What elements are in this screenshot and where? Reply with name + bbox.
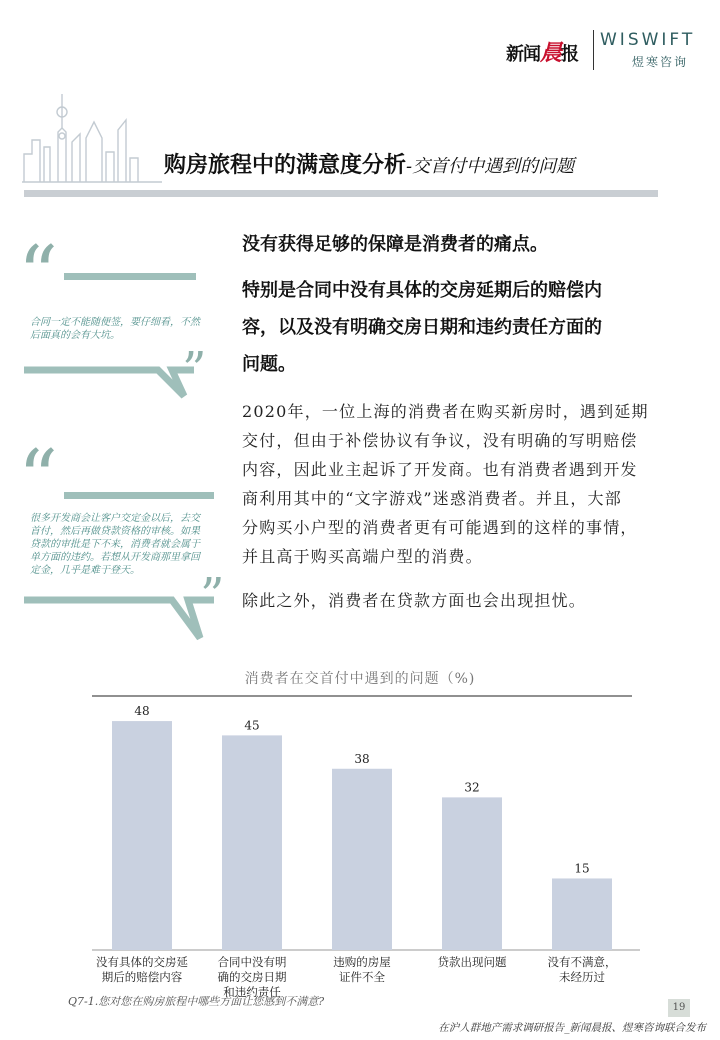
page-title-sub: -交首付中遇到的问题 xyxy=(406,156,575,177)
chart-category-label: 证件不全 xyxy=(339,970,385,984)
chart-category-label: 违购的房屋 xyxy=(333,955,391,969)
wiswift-logo-cn: 煜寒咨询 xyxy=(632,55,689,69)
quote1-text: 合同一定不能随便签，要仔细看，不然后面真的会有大坑。 xyxy=(30,317,200,341)
logo-xwcb-red: 晨 xyxy=(540,40,562,66)
page-title-main: 购房旅程中的满意度分析 xyxy=(164,152,407,178)
chart-category-label: 合同中没有明 xyxy=(217,955,287,969)
logo-divider xyxy=(593,30,594,70)
logo-xwcb-suffix: 报 xyxy=(561,44,579,65)
page-title xyxy=(164,148,574,179)
chart-title: 消费者在交首付中遇到的问题（%) xyxy=(244,671,476,687)
quote2-text: 很多开发商会让客户交定金以后，去交首付，然后再做贷款资格的审核。如果贷款的审批是下不来，消费者就会属于单方面的违约。若想从开发商那里拿回定金，几乎是难于登天。 xyxy=(30,513,200,576)
footer-credit: 在沪人群地产需求调研报告_新闻晨报、煜寒咨询联合发布 xyxy=(438,1022,706,1034)
lead-text-2-line2: 容，以及没有明确交房日期和违约责任方面的 xyxy=(242,317,602,338)
paragraph-1-line4: 商利用其中的“文字游戏”迷惑消费者。并且，大部 xyxy=(242,489,622,508)
chart-category-label: 期后的赔偿内容 xyxy=(101,970,183,984)
lead-text-1: 没有获得足够的保障是消费者的痛点。 xyxy=(242,234,548,255)
chart-category-label: 贷款出现问题 xyxy=(437,955,507,969)
paragraph-1-line5: 分购买小户型的消费者更有可能遇到的这样的事情， xyxy=(242,518,638,537)
logo-xwcb-prefix: 新闻 xyxy=(506,44,540,65)
chart-bar xyxy=(332,769,392,950)
close-quote-icon: ” xyxy=(200,568,225,624)
chart-category-label: 确的交房日期 xyxy=(217,970,287,984)
xinwen-chenbao-logo xyxy=(506,36,578,67)
chart-data-label: 48 xyxy=(134,704,150,719)
chart-bar xyxy=(552,878,612,950)
chart-data-label: 38 xyxy=(354,751,370,766)
quote1-tail xyxy=(24,360,194,400)
chart-data-label: 32 xyxy=(464,780,480,795)
paragraph-2: 除此之外，消费者在贷款方面也会出现担忧。 xyxy=(242,591,587,610)
question-footnote: Q7-1.您对您在购房旅程中哪些方面让您感到不满意? xyxy=(68,995,325,1008)
open-quote-icon: “ xyxy=(18,230,58,320)
chart-category-label: 没有具体的交房延 xyxy=(96,955,188,969)
chart-bar xyxy=(442,797,502,950)
paragraph-1-line6: 并且高于购买高端户型的消费。 xyxy=(242,547,483,566)
open-quote-icon: “ xyxy=(18,434,58,524)
lead-text-2-line1: 特别是合同中没有具体的交房延期后的赔偿内 xyxy=(242,280,602,301)
wiswift-logo: WISWIFT xyxy=(600,30,696,50)
paragraph-1-line3: 内容，因此业主起诉了开发商。也有消费者遇到开发 xyxy=(242,460,638,479)
chart-data-label: 45 xyxy=(244,718,260,733)
title-underline xyxy=(24,190,658,197)
bar-chart xyxy=(0,690,720,999)
chart-category-label: 未经历过 xyxy=(559,970,605,984)
page-number: 19 xyxy=(668,999,690,1017)
quote2-tail xyxy=(24,588,214,644)
skyline-icon xyxy=(22,92,162,188)
chart-data-label: 15 xyxy=(574,861,590,876)
lead-text-2-line3: 问题。 xyxy=(242,354,296,375)
chart-category-label: 没有不满意， xyxy=(547,955,617,969)
quote2-top-bar xyxy=(64,492,214,499)
chart-bar xyxy=(112,721,172,950)
chart-bar xyxy=(222,735,282,950)
quote1-top-bar xyxy=(64,273,196,280)
paragraph-1-line2: 交付，但由于补偿协议有争议，没有明确的写明赔偿 xyxy=(242,431,638,450)
paragraph-1-line1: 2020年，一位上海的消费者在购买新房时，遇到延期 xyxy=(242,402,649,421)
close-quote-icon: ” xyxy=(182,342,207,398)
chart-category-label: 和违约责任 xyxy=(223,985,281,999)
